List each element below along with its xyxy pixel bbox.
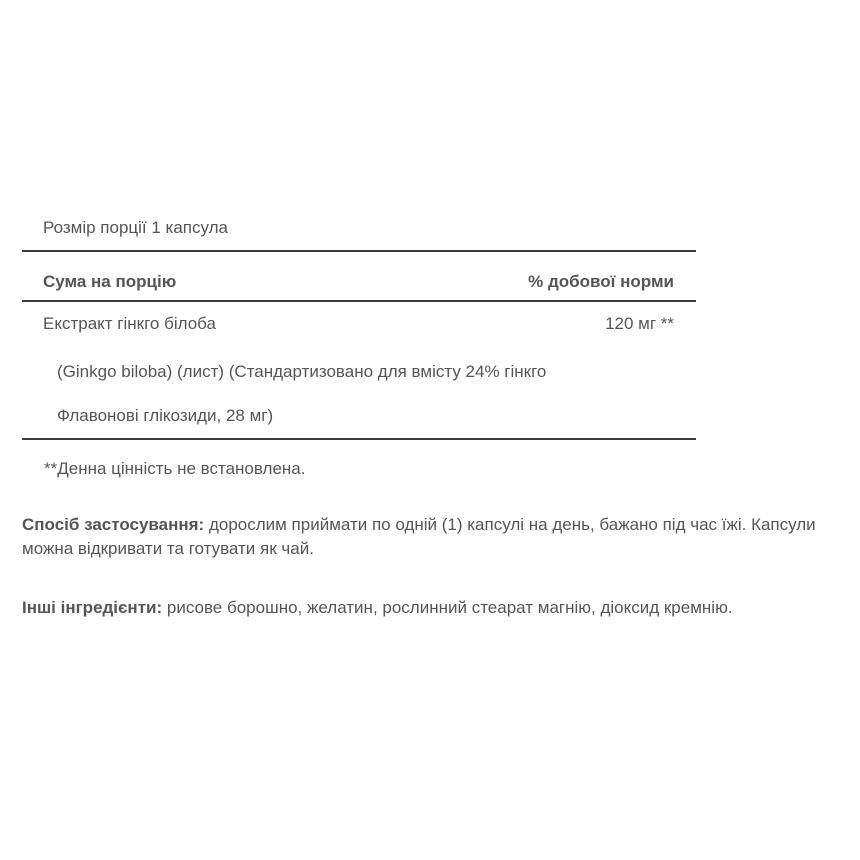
amount-per-serving-heading: Сума на порцію [43,272,177,291]
ingredient-row [22,302,696,440]
ingredient-amount: 120 мг ** [605,314,674,333]
daily-value-footnote: **Денна цінність не встановлена. [44,459,306,478]
usage-paragraph [22,513,842,561]
daily-value-heading: % добової норми [528,272,674,291]
other-ingredients-text: рисове борошно, желатин, рослинний стеарат магнію, діоксид кремнію. [162,598,733,617]
usage-text: дорослим приймати по одній (1) капсулі на день, бажано під час їжі. Капсули можна відкривати та готувати як чай. [22,515,816,558]
ingredient-detail-line-2: Флавонові глікозиди, 28 мг) [57,406,274,425]
other-ingredients-label: Інші інгредієнти: [22,598,163,617]
other-ingredients-paragraph [22,596,842,620]
serving-size-row [22,208,696,252]
table-header-row [22,252,696,302]
usage-label: Спосіб застосування: [22,515,205,534]
serving-size-text: Розмір порції 1 капсула [43,218,229,237]
ingredient-detail-line-1: (Ginkgo biloba) (лист) (Стандартизовано для вмісту 24% гінкго [57,362,547,381]
supplement-facts-table [22,208,696,440]
ingredient-name: Екстракт гінкго білоба [43,314,216,333]
